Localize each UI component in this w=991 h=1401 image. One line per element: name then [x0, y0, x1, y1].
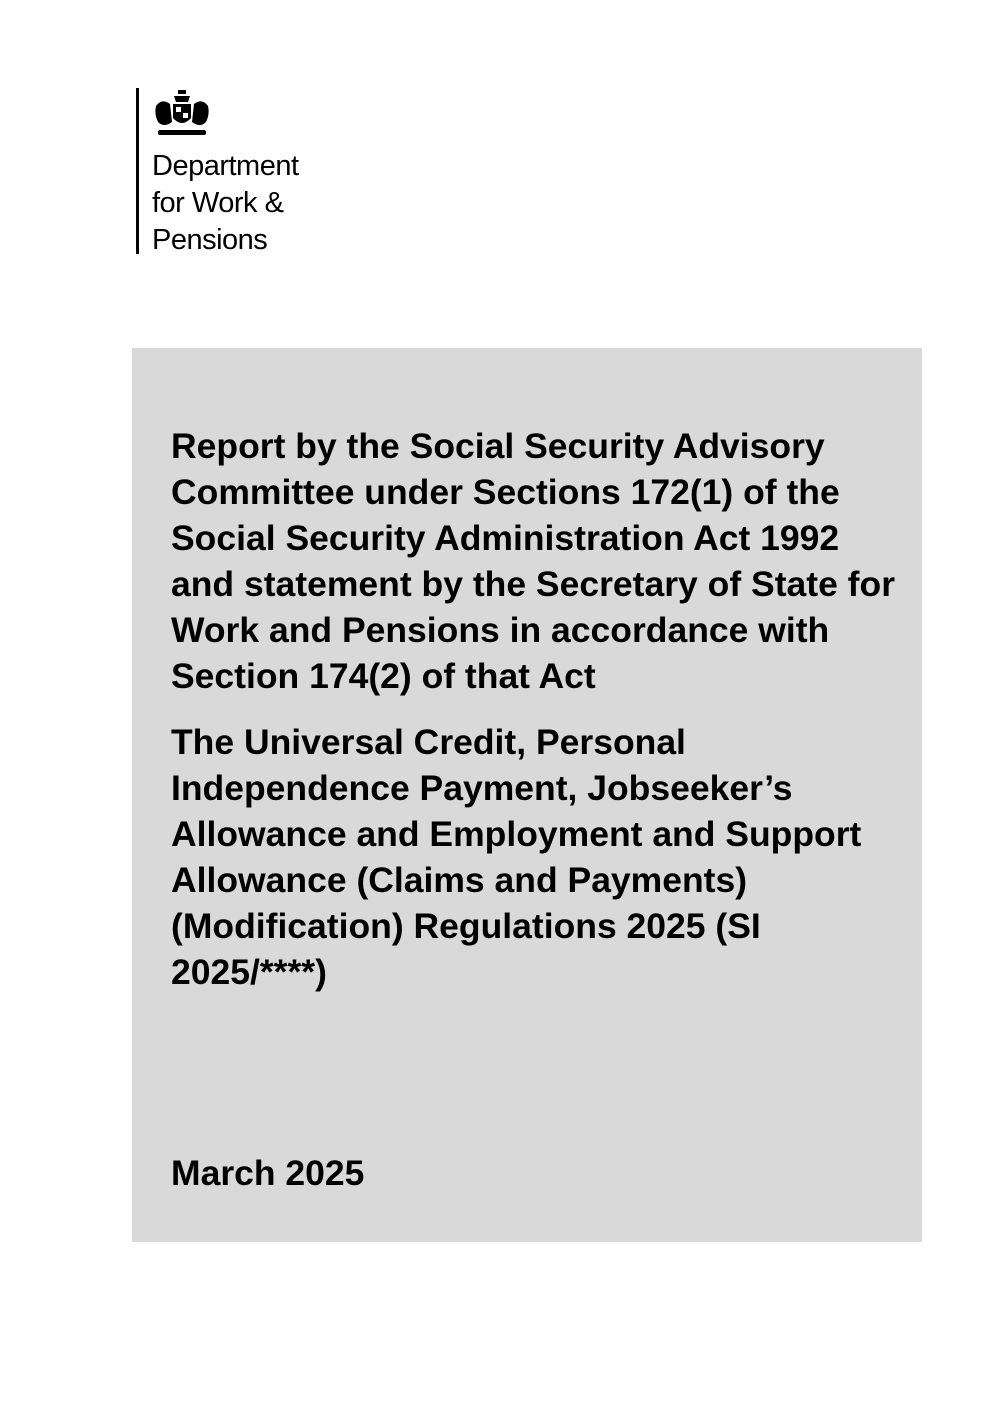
- org-name-line: for Work &: [152, 187, 284, 219]
- publication-date: March 2025: [171, 1153, 365, 1193]
- title-panel: [132, 348, 922, 1242]
- title-block: [171, 423, 911, 995]
- organisation-name: [152, 148, 299, 259]
- org-name-line: Department: [152, 150, 299, 182]
- org-name-line: Pensions: [152, 224, 268, 256]
- report-title: Report by the Social Security Advisory Committee under Sections 172(1) of the Social Security Administration Act 1992 and statement by the Secretary of State for Work and Pensions in accordance with Section 174(2) of that Act: [171, 426, 896, 696]
- dwp-logo: [136, 88, 299, 254]
- royal-coat-of-arms-icon: [152, 88, 212, 140]
- regulations-title: The Universal Credit, Personal Independence Payment, Jobseeker’s Allowance and Employment and Support Allowance (Claims and Payments) (Modification) Regulations 2025 (SI 2025/****): [171, 722, 862, 992]
